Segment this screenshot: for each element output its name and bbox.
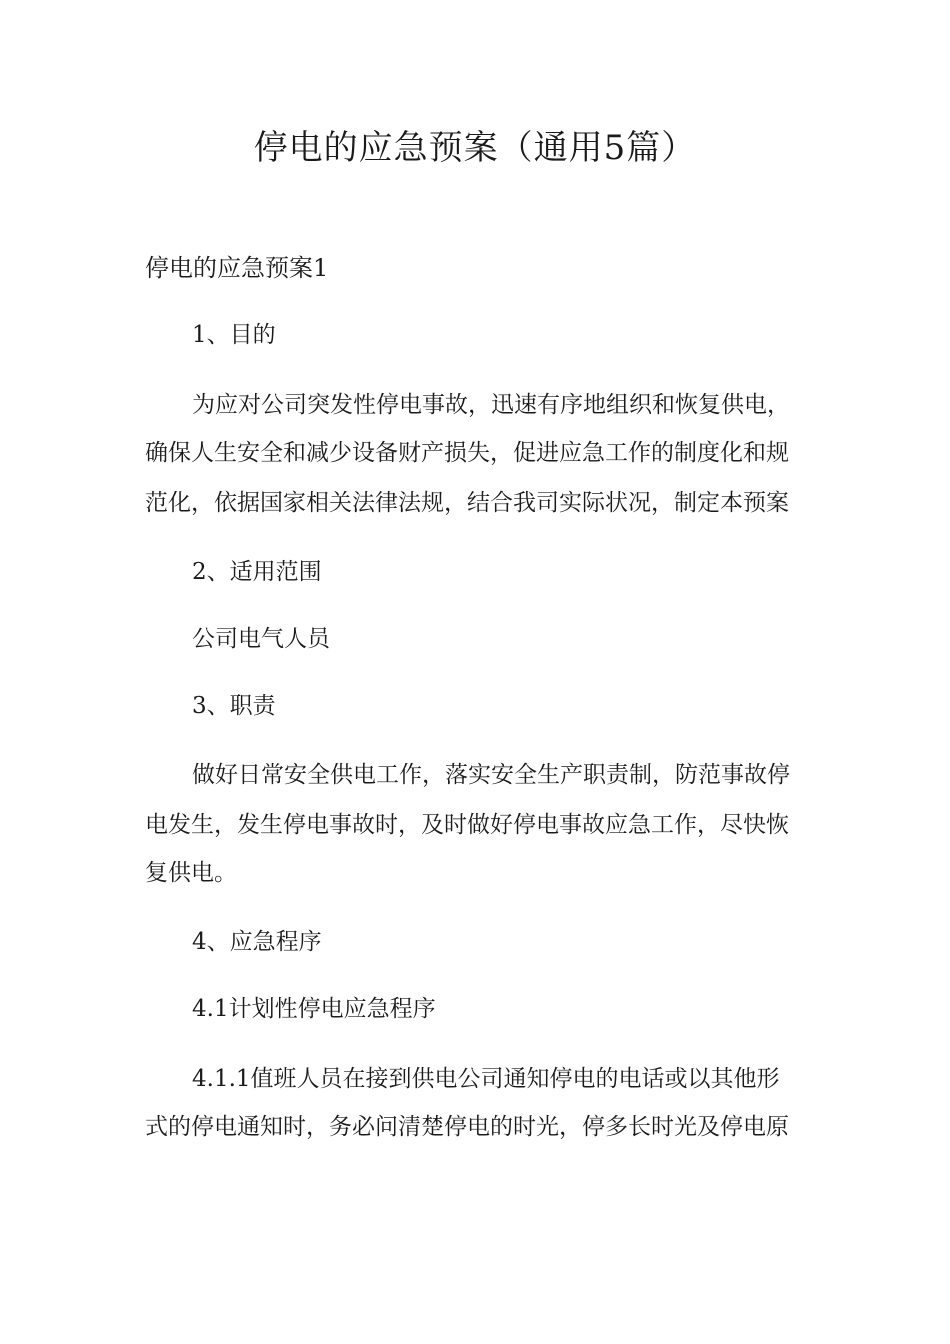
scope-paragraph: 公司电气人员	[192, 626, 330, 652]
duty-paragraph-line-2: 电发生，发生停电事故时，及时做好停电事故应急工作，尽快恢	[145, 812, 789, 838]
heading-duties: 3、职责	[192, 693, 276, 719]
duty-paragraph-line-1: 做好日常安全供电工作，落实安全生产职责制，防范事故停	[192, 762, 790, 788]
duty-paragraph-line-3: 复供电。	[145, 860, 237, 886]
document-title: 停电的应急预案（通用5篇）	[253, 128, 697, 168]
purpose-paragraph-line-3: 范化，依据国家相关法律法规，结合我司实际状况，制定本预案	[145, 490, 789, 516]
heading-planned-outage: 4.1计划性停电应急程序	[192, 996, 436, 1022]
heading-emergency-procedure: 4、应急程序	[192, 929, 322, 955]
heading-purpose: 1、目的	[192, 322, 276, 348]
purpose-paragraph-line-1: 为应对公司突发性停电事故，迅速有序地组织和恢复供电，	[192, 392, 790, 418]
item-4-1-1-line-1: 4.1.1值班人员在接到供电公司通知停电的电话或以其他形	[192, 1066, 780, 1092]
purpose-paragraph-line-2: 确保人生安全和减少设备财产损失，促进应急工作的制度化和规	[145, 440, 789, 466]
section-title: 停电的应急预案1	[145, 254, 329, 282]
heading-scope: 2、适用范围	[192, 559, 322, 585]
item-4-1-1-line-2: 式的停电通知时，务必问清楚停电的时光，停多长时光及停电原	[145, 1114, 789, 1140]
